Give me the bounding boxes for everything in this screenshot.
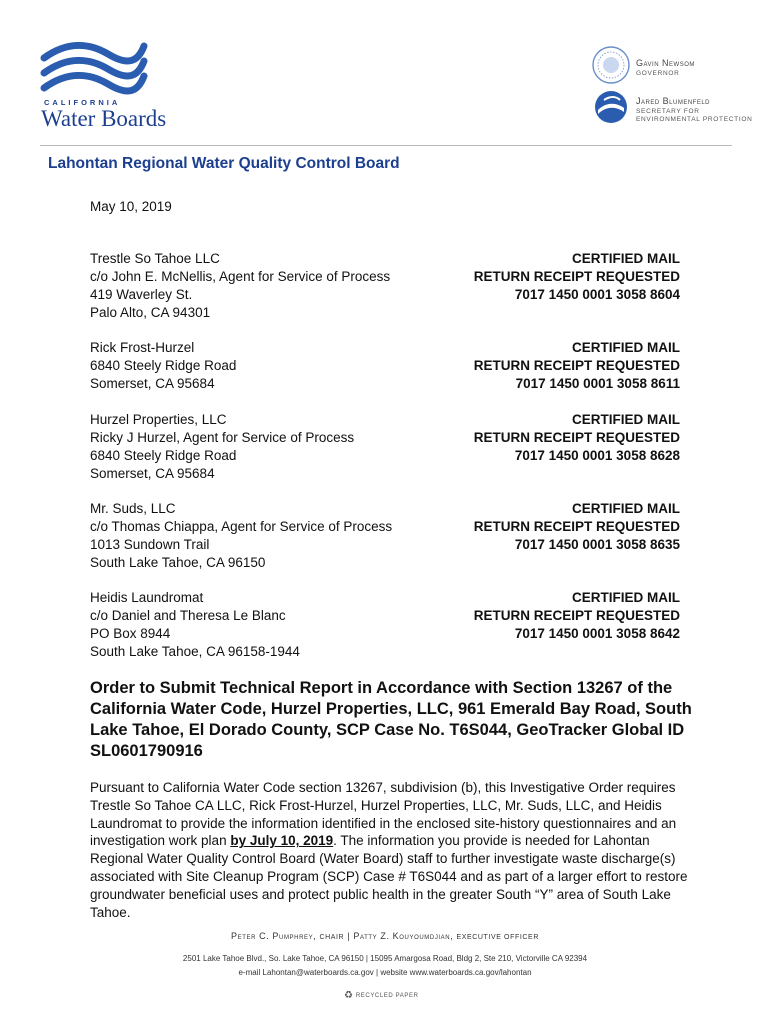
officer2-name: Patty Z. Kouyoumdjian, [353, 931, 454, 941]
header-divider [40, 145, 732, 146]
recipient-address [90, 339, 236, 393]
subject-heading: Order to Submit Technical Report in Accordance with Section 13267 of the California Water Code, Hurzel Properties, LLC, 961 Emerald Bay Road, South Lake Tahoe, El Dorado County, SCP Case No. T6S044, GeoTracker Global ID SL0601790916 [90, 679, 692, 760]
cert-line: RETURN RECEIPT REQUESTED [473, 519, 680, 534]
address-line: c/o Daniel and Theresa Le Blanc [90, 608, 286, 623]
governor-title: GOVERNOR [636, 70, 680, 77]
cert-line: RETURN RECEIPT REQUESTED [473, 608, 680, 623]
address-line: 1013 Sundown Trail [90, 537, 210, 552]
cert-tracking-number: 7017 1450 0001 3058 8604 [514, 287, 680, 302]
address-line: 6840 Steely Ridge Road [90, 358, 237, 373]
recipient-address [90, 250, 390, 322]
footer-address: 2501 Lake Tahoe Blvd., So. Lake Tahoe, CA 96150 | 15095 Amargosa Road, Bldg 2, Ste 210, Victorville CA 92394 [182, 954, 588, 963]
cert-tracking-number: 7017 1450 0001 3058 8628 [514, 448, 680, 463]
cert-line: RETURN RECEIPT REQUESTED [473, 430, 680, 445]
cert-tracking-number: 7017 1450 0001 3058 8642 [514, 626, 680, 641]
recycled-paper-text: RECYCLED PAPER [355, 993, 419, 1000]
address-line: South Lake Tahoe, CA 96158-1944 [90, 644, 300, 659]
address-line: c/o John E. McNellis, Agent for Service of Process [90, 269, 391, 284]
recipient-address [90, 411, 354, 483]
secretary-name: Jared Blumenfeld [636, 96, 711, 106]
body-paragraph [90, 779, 695, 921]
cert-line: CERTIFIED MAIL [572, 251, 680, 266]
footer-officers [0, 931, 770, 941]
recycled-paper-note [344, 990, 419, 1001]
cert-line: RETURN RECEIPT REQUESTED [473, 358, 680, 373]
address-line: Ricky J Hurzel, Agent for Service of Process [90, 430, 355, 445]
certified-mail-block [474, 411, 680, 465]
address-line: Trestle So Tahoe LLC [90, 251, 220, 266]
secretary-title-line2: ENVIRONMENTAL PROTECTION [636, 116, 753, 123]
address-line: 419 Waverley St. [90, 287, 193, 302]
address-line: Somerset, CA 95684 [90, 376, 215, 391]
water-boards-logo [38, 40, 188, 132]
cert-tracking-number: 7017 1450 0001 3058 8611 [515, 376, 680, 391]
officer2-title: EXECUTIVE OFFICER [456, 934, 539, 941]
calepa-logo-icon [594, 90, 628, 124]
secretary-title-line1: SECRETARY FOR [636, 108, 700, 115]
officer-separator: | [347, 931, 351, 941]
address-line: Palo Alto, CA 94301 [90, 305, 211, 320]
officer1-name: Peter C. Pumphrey, [231, 931, 317, 941]
cert-tracking-number: 7017 1450 0001 3058 8635 [514, 537, 680, 552]
address-line: South Lake Tahoe, CA 96150 [90, 555, 266, 570]
address-line: Rick Frost-Hurzel [90, 340, 195, 355]
address-line: c/o Thomas Chiappa, Agent for Service of Process [90, 519, 393, 534]
cert-line: CERTIFIED MAIL [572, 412, 680, 427]
officer1-title: CHAIR [319, 934, 345, 941]
logo-name-text: Water Boards [41, 106, 167, 131]
footer-contact: e-mail Lahontan@waterboards.ca.gov | website www.waterboards.ca.gov/lahontan [238, 968, 532, 977]
address-line: Mr. Suds, LLC [90, 501, 176, 516]
recycle-icon: ♻ [344, 990, 354, 1001]
certified-mail-block [474, 589, 680, 643]
deadline-text: by July 10, 2019 [230, 833, 334, 849]
logo-state-text: CALIFORNIA [44, 98, 121, 107]
certified-mail-block [474, 500, 680, 554]
address-line: PO Box 8944 [90, 626, 171, 641]
certified-mail-block [474, 250, 680, 304]
recipient-address [90, 500, 392, 572]
cert-line: CERTIFIED MAIL [572, 340, 680, 355]
state-seal-icon [592, 46, 630, 84]
board-name-heading: Lahontan Regional Water Quality Control Board [48, 155, 400, 172]
body-text-end: . The information you provide is needed for Lahontan Regional Water Quality Control Board (Water Board) staff to further investigate waste discharge(s) associated with Site Cleanup Program (SCP) Case # T6S044 and as part of a larger effort to restore groundwater beneficial uses and protect public health in the greater South “Y” area of South Lake Tahoe. [90, 833, 688, 920]
body-text-start: Pursuant to California Water Code section 13267, subdivision (b), this Investigative Order requires Trestle So Tahoe CA LLC, Rick Frost-Hurzel, Hurzel Properties, LLC, Mr. Suds, LLC, and Heidis Laundromat to provide the information identified in the enclosed site-history questionnaires and an investigation work plan [90, 780, 677, 849]
certified-mail-block [474, 339, 680, 393]
recipient-address [90, 589, 300, 661]
wave-logo-icon [38, 40, 148, 98]
cert-line: RETURN RECEIPT REQUESTED [473, 269, 680, 284]
address-line: Heidis Laundromat [90, 590, 204, 605]
address-line: Somerset, CA 95684 [90, 466, 215, 481]
cert-line: CERTIFIED MAIL [572, 501, 680, 516]
address-line: Hurzel Properties, LLC [90, 412, 227, 427]
governor-name: Gavin Newsom [636, 58, 695, 68]
address-line: 6840 Steely Ridge Road [90, 448, 237, 463]
cert-line: CERTIFIED MAIL [572, 590, 680, 605]
letter-date: May 10, 2019 [90, 199, 172, 214]
